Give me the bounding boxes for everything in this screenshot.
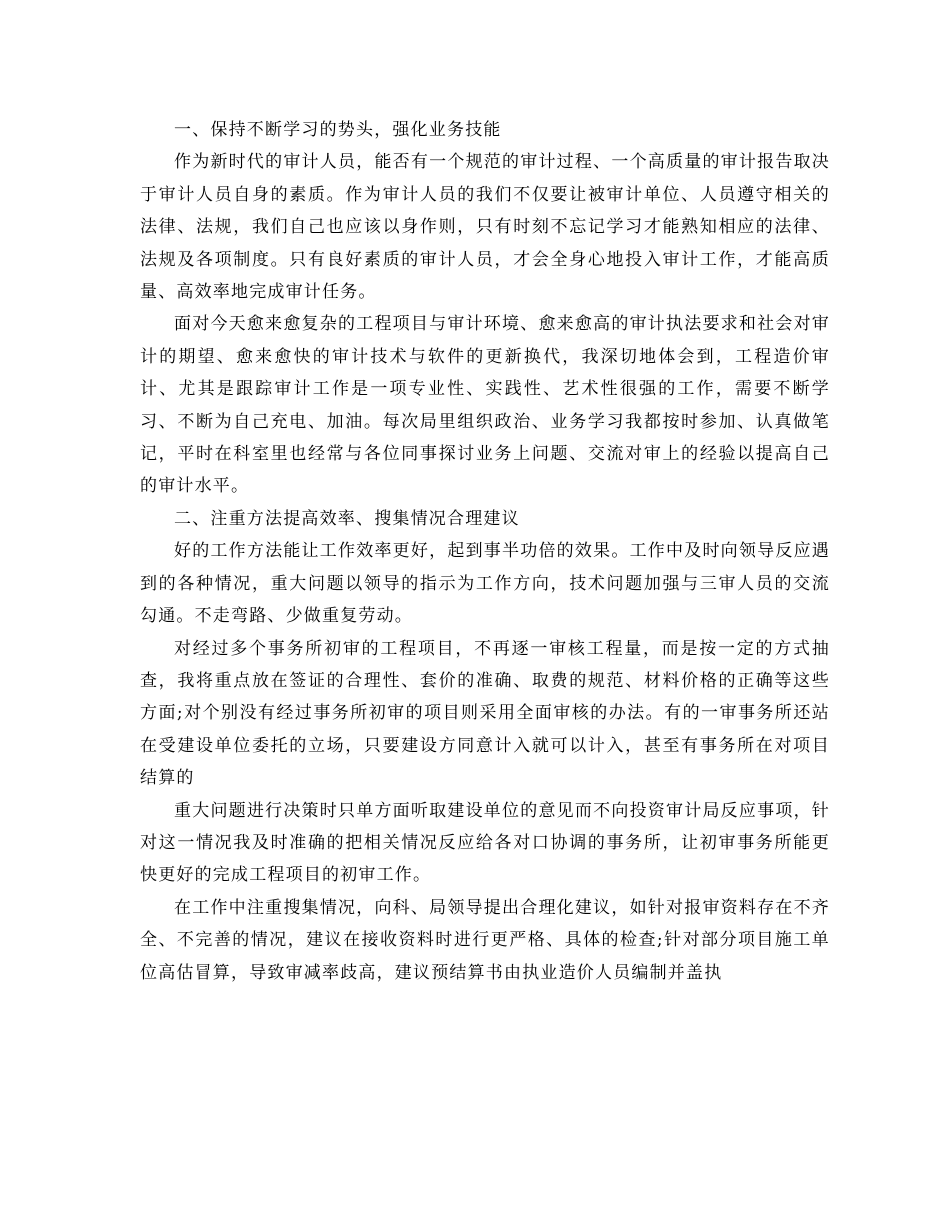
- paragraph: 作为新时代的审计人员，能否有一个规范的审计过程、一个高质量的审计报告取决于审计人员自身的素质。作为审计人员的我们不仅要让被审计单位、人员遵守相关的法律、法规，我们自己也应该以身作则，只有时刻不忘记学习才能熟知相应的法律、法规及各项制度。只有良好素质的审计人员，才会全身心地投入审计工作，才能高质量、高效率地完成审计任务。: [140, 152, 830, 303]
- paragraph: 好的工作方法能让工作效率更好，起到事半功倍的效果。工作中及时向领导反应遇到的各种情况，重大问题以领导的指示为工作方向，技术问题加强与三审人员的交流勾通。不走弯路、少做重复劳动。: [140, 541, 830, 627]
- section-heading-2: 二、注重方法提高效率、搜集情况合理建议: [174, 508, 520, 529]
- paragraph: 对经过多个事务所初审的工程项目，不再逐一审核工程量，而是按一定的方式抽查，我将重点放在签证的合理性、套价的准确、取费的规范、材料价格的正确等这些方面;对个别没有经过事务所初审的项目则采用全面审核的办法。有的一审事务所还站在受建设单位委托的立场，只要建设方同意计入就可以计入，甚至有事务所在对项目结算的: [140, 638, 830, 789]
- section-heading-1: 一、保持不断学习的势头，强化业务技能: [174, 120, 502, 140]
- document-body: [140, 114, 830, 989]
- paragraph: 在工作中注重搜集情况，向科、局领导提出合理化建议，如针对报审资料存在不齐全、不完善的情况，建议在接收资料时进行更严格、具体的检查;针对部分项目施工单位高估冒算，导致审减率歧高，建议预结算书由执业造价人员编制并盖执: [140, 897, 830, 983]
- paragraph: 面对今天愈来愈复杂的工程项目与审计环境、愈来愈高的审计执法要求和社会对审计的期望、愈来愈快的审计技术与软件的更新换代，我深切地体会到，工程造价审计、尤其是跟踪审计工作是一项专业性、实践性、艺术性很强的工作，需要不断学习、不断为自己充电、加油。每次局里组织政治、业务学习我都按时参加、认真做笔记，平时在科室里也经常与各位同事探讨业务上问题、交流对审上的经验以提高自己的审计水平。: [140, 314, 830, 497]
- paragraph: 重大问题进行决策时只单方面听取建设单位的意见而不向投资审计局反应事项，针对这一情况我及时准确的把相关情况反应给各对口协调的事务所，让初审事务所能更快更好的完成工程项目的初审工作。: [140, 800, 830, 886]
